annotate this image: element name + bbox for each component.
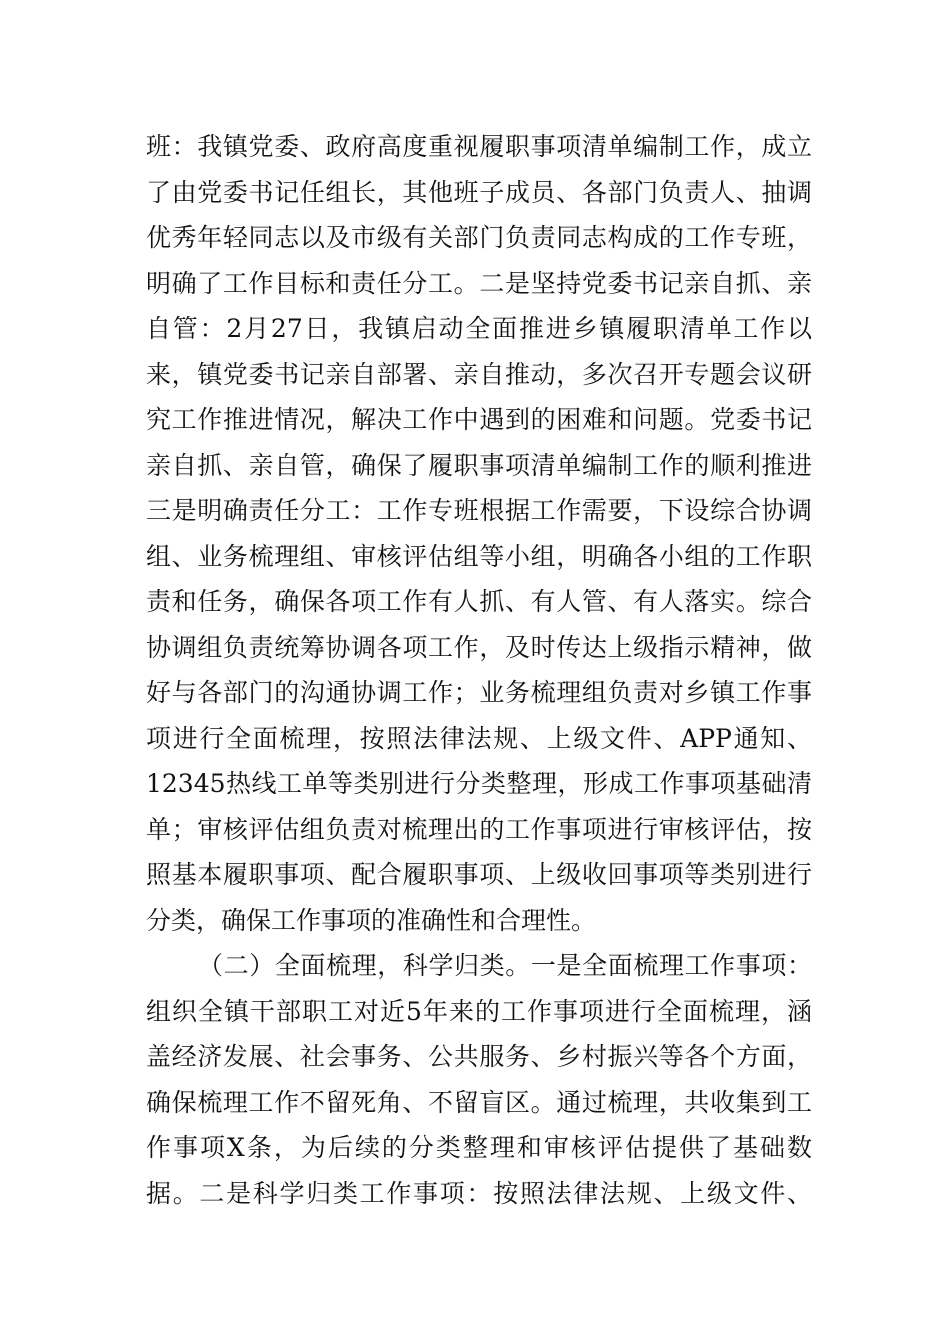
body-text bbox=[146, 124, 812, 1216]
text-line: 组织全镇干部职工对近5年来的工作事项进行全面梳理，涵 bbox=[146, 996, 812, 1026]
text-line: 来，镇党委书记亲自部署、亲自推动，多次召开专题会议研 bbox=[146, 359, 812, 389]
text-line: 项进行全面梳理，按照法律法规、上级文件、APP通知、 bbox=[146, 723, 812, 753]
text-line: 班：我镇党委、政府高度重视履职事项清单编制工作，成立 bbox=[146, 132, 812, 161]
text-line: 12345热线工单等类别进行分类整理，形成工作事项基础清 bbox=[146, 769, 812, 798]
text-line: 照基本履职事项、配合履职事项、上级收回事项等类别进行 bbox=[146, 860, 812, 889]
section-heading-line: （二）全面梳理，科学归类。一是全面梳理工作事项： bbox=[198, 951, 812, 980]
text-line: 责和任务，确保各项工作有人抓、有人管、有人落实。综合 bbox=[146, 587, 812, 616]
text-line: 了由党委书记任组长，其他班子成员、各部门负责人、抽调 bbox=[146, 177, 812, 207]
text-line: 协调组负责统筹协调各项工作，及时传达上级指示精神，做 bbox=[146, 632, 812, 662]
text-line: 好与各部门的沟通协调工作；业务梳理组负责对乡镇工作事 bbox=[146, 678, 812, 707]
text-line: 单；审核评估组负责对梳理出的工作事项进行审核评估，按 bbox=[146, 814, 812, 844]
text-line: 亲自抓、亲自管，确保了履职事项清单编制工作的顺利推进 bbox=[146, 450, 812, 480]
text-line: 盖经济发展、社会事务、公共服务、乡村振兴等各个方面， bbox=[146, 1042, 812, 1071]
text-line: 三是明确责任分工：工作专班根据工作需要，下设综合协调 bbox=[146, 496, 812, 525]
text-line: 优秀年轻同志以及市级有关部门负责同志构成的工作专班， bbox=[146, 223, 812, 252]
text-line: 自管：2月27日，我镇启动全面推进乡镇履职清单工作以 bbox=[146, 314, 812, 343]
text-line: 明确了工作目标和责任分工。二是坚持党委书记亲自抓、亲 bbox=[146, 268, 812, 298]
text-line: 究工作推进情况，解决工作中遇到的困难和问题。党委书记 bbox=[146, 405, 812, 434]
text-line: 作事项X条，为后续的分类整理和审核评估提供了基础数 bbox=[146, 1133, 812, 1162]
text-line: 分类，确保工作事项的准确性和合理性。 bbox=[146, 905, 597, 935]
text-line: 据。二是科学归类工作事项：按照法律法规、上级文件、 bbox=[146, 1178, 812, 1208]
text-line: 确保梳理工作不留死角、不留盲区。通过梳理，共收集到工 bbox=[146, 1087, 812, 1117]
text-line: 组、业务梳理组、审核评估组等小组，明确各小组的工作职 bbox=[146, 541, 812, 571]
